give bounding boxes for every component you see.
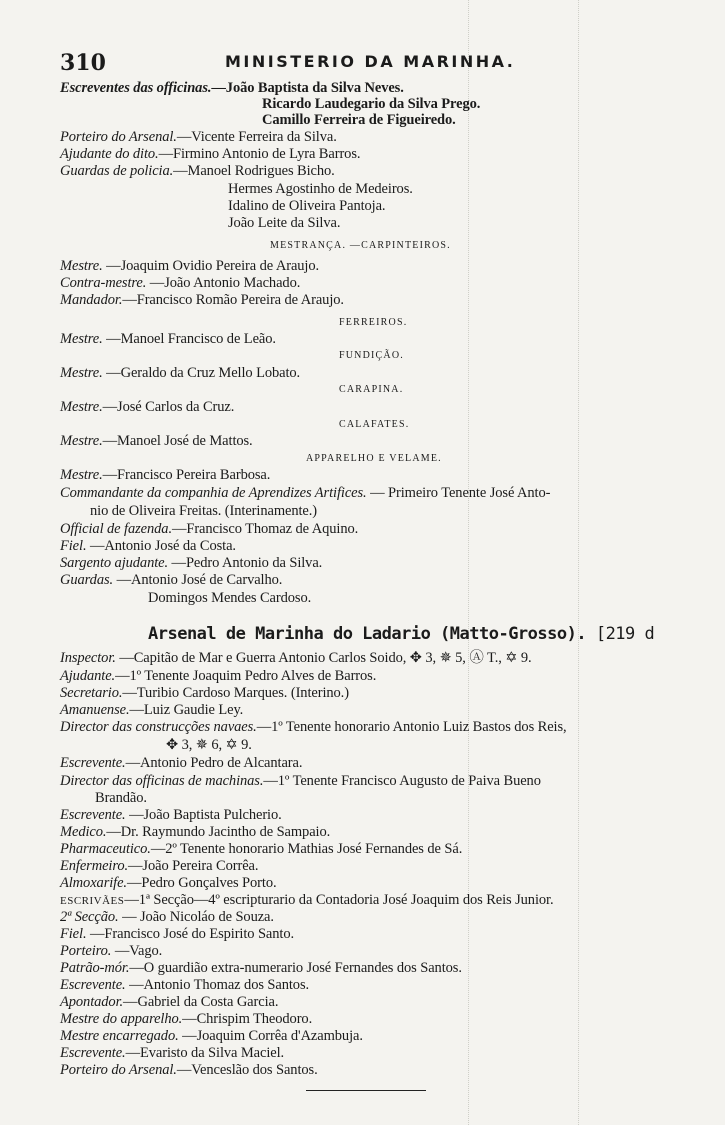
entry-line: Sargento ajudante. —Pedro Antonio da Silva. [60,555,323,571]
entry-line: ✥ 3, ✵ 6, ✡ 9. [166,737,252,753]
section-subheading: FERREIROS. [339,317,408,328]
entry-line: Fiel. —Francisco José do Espirito Santo. [60,926,295,942]
entry-line: Medico.—Dr. Raymundo Jacintho de Sampaio. [60,824,331,840]
entry-line: Idalino de Oliveira Pantoja. [228,198,386,214]
entry-line: Enfermeiro.—João Pereira Corrêa. [60,858,259,874]
section-subheading: CARAPINA. [339,384,404,395]
entry-line: Director das officinas de machinas.—1º Tenente Francisco Augusto de Paiva Bueno [60,773,541,789]
entry-line: Ricardo Laudegario da Silva Prego. [262,96,481,112]
entry-line: Mestre. —Manoel Francisco de Leão. [60,331,276,347]
entry-line: Mestre. —Joaquim Ovidio Pereira de Araujo. [60,258,320,274]
entry-line: nio de Oliveira Freitas. (Interinamente.) [90,503,318,519]
entry-line: Camillo Ferreira de Figueiredo. [262,112,456,128]
entry-line: Pharmaceutico.—2º Tenente honorario Mathias José Fernandes de Sá. [60,841,463,857]
entry-line: Escrevente. —João Baptista Pulcherio. [60,807,282,823]
entry-line: Porteiro do Arsenal.—Vicente Ferreira da Silva. [60,129,337,145]
entry-line: Official de fazenda.—Francisco Thomaz de Aquino. [60,521,359,537]
entry-line: Mestre.—Francisco Pereira Barbosa. [60,467,271,483]
entry-line: Mestre.—José Carlos da Cruz. [60,399,235,415]
entry-line: Hermes Agostinho de Medeiros. [228,181,413,197]
entry-line: Commandante da companhia de Aprendizes Artifices. — Primeiro Tenente José Anto- [60,485,551,501]
entry-line: Mestre.—Manoel José de Mattos. [60,433,253,449]
entry-line: Mestre encarregado. —Joaquim Corrêa d'Azambuja. [60,1028,363,1044]
entry-line: Apontador.—Gabriel da Costa Garcia. [60,994,279,1010]
entry-line: Porteiro do Arsenal.—Venceslão dos Santos. [60,1062,318,1078]
entry-line: Amanuense.—Luiz Gaudie Ley. [60,702,244,718]
entry-line: Fiel. —Antonio José da Costa. [60,538,236,554]
entry-line: Escrevente. —Antonio Thomaz dos Santos. [60,977,310,993]
section-subheading: MESTRANÇA. —CARPINTEIROS. [270,240,451,251]
entry-line: Guardas de policia.—Manoel Rodrigues Bicho. [60,163,335,179]
entry-line: Brandão. [95,790,147,806]
entry-line: Escrevente.—Evaristo da Silva Maciel. [60,1045,285,1061]
entry-line: Ajudante.—1º Tenente Joaquim Pedro Alves de Barros. [60,668,377,684]
entry-line: Guardas. —Antonio José de Carvalho. [60,572,283,588]
section-subheading: CALAFATES. [339,419,410,430]
entry-line: Contra-mestre. —João Antonio Machado. [60,275,301,291]
entry-line: Escrevente.—Antonio Pedro de Alcantara. [60,755,303,771]
entry-line: Secretario.—Turibio Cardoso Marques. (Interino.) [60,685,349,701]
page-header: MINISTERIO DA MARINHA. [225,52,516,71]
closing-rule [306,1090,426,1091]
entry-line: Ajudante do dito.—Firmino Antonio de Lyra Barros. [60,146,361,162]
entry-line: Inspector. —Capitão de Mar e Guerra Antonio Carlos Soido, ✥ 3, ✵ 5, Ⓐ T., ✡ 9. [60,650,532,666]
paper-texture [468,0,469,1125]
paper-texture [578,0,579,1125]
entry-line: Escreventes das officinas.—João Baptista da Silva Neves. [60,80,404,96]
entry-line: ESCRIVÃES—1ª Secção—4º escripturario da Contadoria José Joaquim dos Reis Junior. [60,892,554,908]
entry-line: 2ª Secção. — João Nicoláo de Souza. [60,909,274,925]
section-subheading: FUNDIÇÃO. [339,350,404,361]
entry-line: Mestre. —Geraldo da Cruz Mello Lobato. [60,365,301,381]
entry-line: Almoxarife.—Pedro Gonçalves Porto. [60,875,277,891]
entry-line: João Leite da Silva. [228,215,341,231]
entry-line: Mandador.—Francisco Romão Pereira de Araujo. [60,292,344,308]
section-title: Arsenal de Marinha do Ladario (Matto-Grosso). [219 d [148,624,655,644]
entry-line: Porteiro. —Vago. [60,943,163,959]
entry-line: Patrão-mór.—O guardião extra-numerario José Fernandes dos Santos. [60,960,462,976]
section-subheading: APPARELHO E VELAME. [306,453,442,464]
entry-line: Mestre do apparelho.—Chrispim Theodoro. [60,1011,313,1027]
entry-line: Domingos Mendes Cardoso. [148,590,312,606]
page-number: 310 [60,50,106,76]
entry-line: Director das construcções navaes.—1º Tenente honorario Antonio Luiz Bastos dos Reis, [60,719,567,735]
